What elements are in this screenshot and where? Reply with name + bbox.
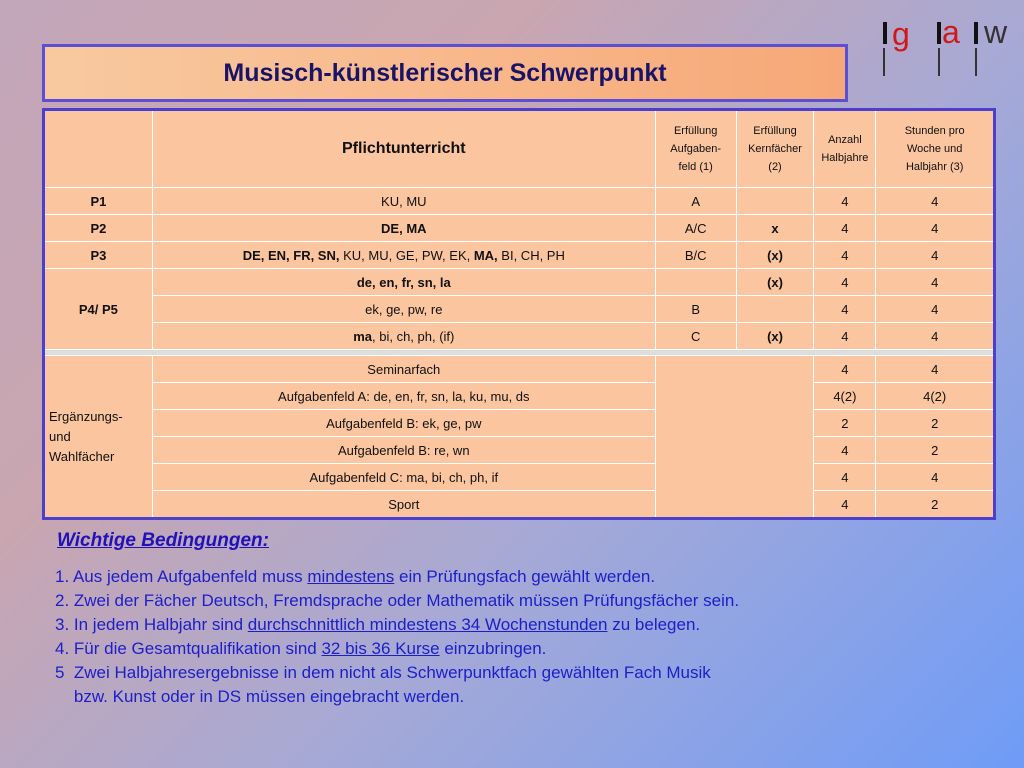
row-subjects: DE, MA: [152, 215, 655, 242]
row-label-p1: P1: [44, 188, 153, 215]
table-row: [44, 296, 995, 323]
table-row: [44, 269, 995, 296]
header-stunden: Stunden pro Woche und Halbjahr (3): [876, 110, 995, 188]
row-afeld: C: [655, 323, 736, 350]
row-stunden: 4: [876, 464, 995, 491]
row-stunden: 4: [876, 242, 995, 269]
row-halbjahre: 4: [814, 356, 876, 383]
row-label-erg: Ergänzungs- und Wahlfächer: [44, 356, 153, 519]
row-stunden: 2: [876, 491, 995, 519]
table-row: [44, 215, 995, 242]
table-row: [44, 383, 995, 410]
gaw-logo: [880, 8, 1020, 74]
condition-3: 3. In jedem Halbjahr sind durchschnittlich mindestens 34 Wochenstunden zu belegen.: [55, 615, 701, 634]
row-label-p45: P4/ P5: [44, 269, 153, 350]
row-subjects: de, en, fr, sn, la: [152, 269, 655, 296]
row-halbjahre: 4: [814, 323, 876, 350]
row-halbjahre: 4: [814, 269, 876, 296]
header-pflicht: Pflichtunterricht: [152, 110, 655, 188]
condition-5a: 5 Zwei Halbjahresergebnisse in dem nicht als Schwerpunktfach gewählten Fach Musik: [55, 663, 711, 682]
row-subjects: Seminarfach: [152, 356, 655, 383]
table-row: [44, 242, 995, 269]
condition-1: 1. Aus jedem Aufgabenfeld muss mindestens ein Prüfungsfach gewählt werden.: [55, 567, 656, 586]
row-kern: [736, 188, 814, 215]
row-halbjahre: 4(2): [814, 383, 876, 410]
row-subjects: Aufgabenfeld B: re, wn: [152, 437, 655, 464]
header-kern: Erfüllung Kernfächer (2): [736, 110, 814, 188]
slide-title: Musisch-künstlerischer Schwerpunkt: [223, 58, 667, 87]
row-halbjahre: 4: [814, 437, 876, 464]
row-subjects: Aufgabenfeld A: de, en, fr, sn, la, ku, mu, ds: [152, 383, 655, 410]
table-row: [44, 188, 995, 215]
header-halbjahre: Anzahl Halbjahre: [814, 110, 876, 188]
conditions-list: [55, 565, 739, 709]
row-kern: x: [736, 215, 814, 242]
row-afeld: [655, 269, 736, 296]
table-row: [44, 323, 995, 350]
row-halbjahre: 2: [814, 410, 876, 437]
slide-title-box: [42, 44, 848, 102]
course-table: [42, 108, 996, 520]
row-label-p3: P3: [44, 242, 153, 269]
condition-5b: bzw. Kunst oder in DS müssen eingebracht werden.: [55, 687, 465, 706]
row-stunden: 2: [876, 437, 995, 464]
row-stunden: 4(2): [876, 383, 995, 410]
row-kern: (x): [736, 269, 814, 296]
header-afeld: Erfüllung Aufgaben- feld (1): [655, 110, 736, 188]
table-row: [44, 437, 995, 464]
row-subjects: KU, MU: [152, 188, 655, 215]
row-afeld: B: [655, 296, 736, 323]
erg-empty-block: [655, 356, 814, 519]
row-halbjahre: 4: [814, 464, 876, 491]
row-subjects: Aufgabenfeld C: ma, bi, ch, ph, if: [152, 464, 655, 491]
row-halbjahre: 4: [814, 242, 876, 269]
table-row: [44, 491, 995, 519]
row-kern: [736, 296, 814, 323]
row-afeld: A: [655, 188, 736, 215]
header-empty: [44, 110, 153, 188]
logo-letter-w: w: [984, 14, 1008, 50]
row-afeld: A/C: [655, 215, 736, 242]
row-halbjahre: 4: [814, 491, 876, 519]
row-stunden: 4: [876, 323, 995, 350]
row-stunden: 2: [876, 410, 995, 437]
conditions-title: Wichtige Bedingungen:: [57, 530, 269, 551]
row-halbjahre: 4: [814, 215, 876, 242]
row-stunden: 4: [876, 269, 995, 296]
row-stunden: 4: [876, 215, 995, 242]
row-subjects: DE, EN, FR, SN, KU, MU, GE, PW, EK, MA, BI, CH, PH: [152, 242, 655, 269]
logo-letter-g: g: [892, 16, 910, 52]
row-stunden: 4: [876, 296, 995, 323]
row-stunden: 4: [876, 356, 995, 383]
table-row: [44, 356, 995, 383]
table-row: [44, 410, 995, 437]
row-afeld: B/C: [655, 242, 736, 269]
row-kern: (x): [736, 242, 814, 269]
row-subjects: Sport: [152, 491, 655, 519]
logo-letter-a: a: [942, 14, 960, 50]
condition-4: 4. Für die Gesamtqualifikation sind 32 bis 36 Kurse einzubringen.: [55, 639, 547, 658]
row-stunden: 4: [876, 188, 995, 215]
row-label-p2: P2: [44, 215, 153, 242]
row-halbjahre: 4: [814, 296, 876, 323]
table-row: [44, 464, 995, 491]
row-subjects: ma, bi, ch, ph, (if): [152, 323, 655, 350]
row-subjects: Aufgabenfeld B: ek, ge, pw: [152, 410, 655, 437]
row-kern: (x): [736, 323, 814, 350]
table-header-row: [44, 110, 995, 188]
row-halbjahre: 4: [814, 188, 876, 215]
row-subjects: ek, ge, pw, re: [152, 296, 655, 323]
condition-2: 2. Zwei der Fächer Deutsch, Fremdsprache oder Mathematik müssen Prüfungsfächer sein.: [55, 591, 740, 610]
